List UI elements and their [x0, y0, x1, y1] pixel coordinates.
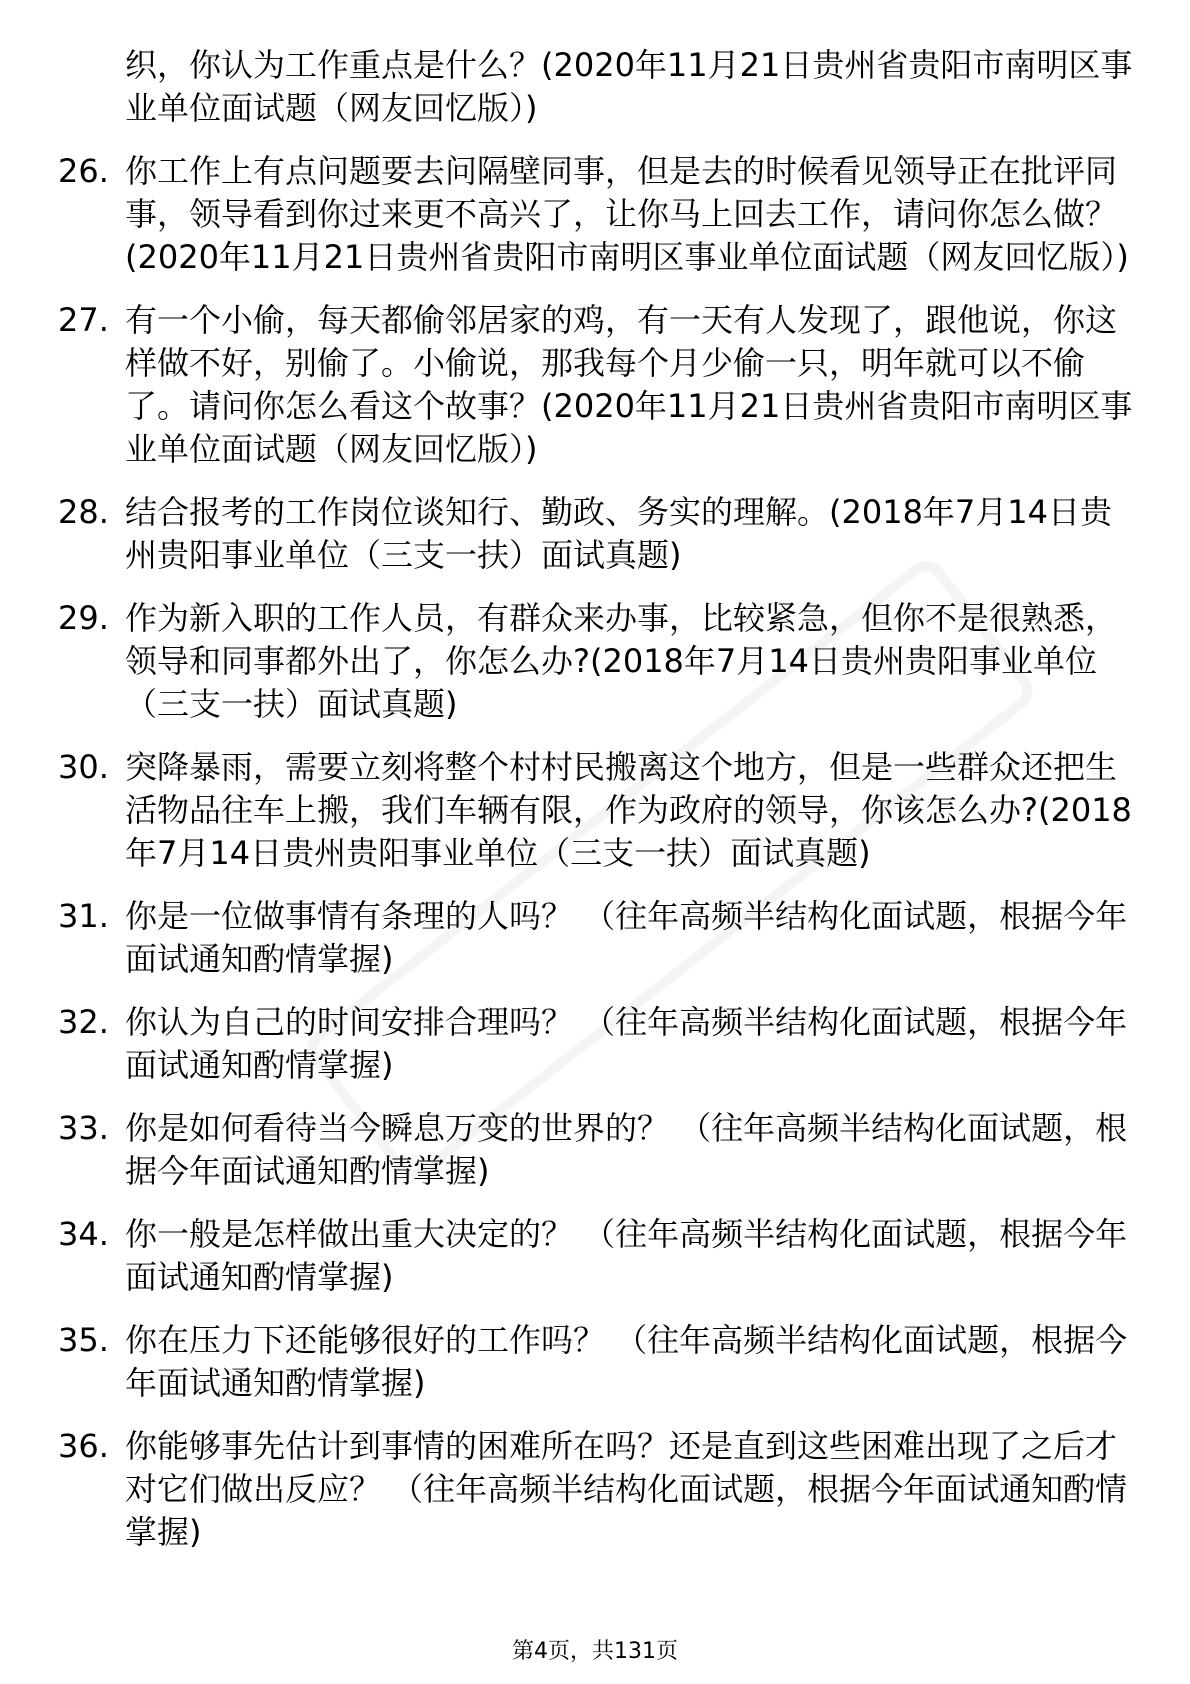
question-number: 26.: [58, 152, 109, 190]
question-number: 27.: [58, 301, 109, 339]
question-item: [58, 1107, 1133, 1193]
question-item: [58, 150, 1133, 279]
question-item: [58, 597, 1133, 726]
question-item: [58, 1213, 1133, 1299]
question-number: 32.: [58, 1003, 109, 1041]
question-number: 35.: [58, 1321, 109, 1359]
question-item: [58, 1319, 1133, 1405]
question-text: 你是如何看待当今瞬息万变的世界的？ （往年高频半结构化面试题，根据今年面试通知酌情掌握): [125, 1109, 1128, 1190]
question-item: [58, 746, 1133, 875]
question-item: [58, 1425, 1133, 1554]
question-number: 36.: [58, 1427, 109, 1465]
question-number: 31.: [58, 897, 109, 935]
question-number: 29.: [58, 599, 109, 637]
question-text: 你在压力下还能够很好的工作吗？ （往年高频半结构化面试题，根据今年面试通知酌情掌握): [125, 1321, 1128, 1402]
question-text: 你能够事先估计到事情的困难所在吗？还是直到这些困难出现了之后才对它们做出反应？ （往年高频半结构化面试题，根据今年面试通知酌情掌握): [125, 1427, 1128, 1551]
question-item: [58, 491, 1133, 577]
continuation-text: 织，你认为工作重点是什么？(2020年11月21日贵州省贵阳市南明区事业单位面试题（网友回忆版）): [125, 46, 1133, 127]
question-item: [58, 895, 1133, 981]
question-item: [58, 1001, 1133, 1087]
question-text: 有一个小偷，每天都偷邻居家的鸡，有一天有人发现了，跟他说，你这样做不好，别偷了。小偷说，那我每个月少偷一只，明年就可以不偷了。请问你怎么看这个故事？(2020年11月21日贵州省贵阳市南明区事业单位面试题（网友回忆版）): [125, 301, 1133, 468]
question-item: [58, 299, 1133, 471]
question-number: 34.: [58, 1215, 109, 1253]
question-text: 结合报考的工作岗位谈知行、勤政、务实的理解。(2018年7月14日贵州贵阳事业单位（三支一扶）面试真题): [125, 493, 1113, 574]
question-number: 28.: [58, 493, 109, 531]
page-footer: 第4页，共131页: [512, 1639, 678, 1664]
question-text: 你一般是怎样做出重大决定的？ （往年高频半结构化面试题，根据今年面试通知酌情掌握): [125, 1215, 1128, 1296]
question-text: 你工作上有点问题要去问隔壁同事，但是去的时候看见领导正在批评同事，领导看到你过来更不高兴了，让你马上回去工作，请问你怎么做？(2020年11月21日贵州省贵阳市南明区事业单位面试题（网友回忆版）): [125, 152, 1129, 276]
question-number: 30.: [58, 748, 109, 786]
question-text: 突降暴雨，需要立刻将整个村村民搬离这个地方，但是一些群众还把生活物品往车上搬，我们车辆有限，作为政府的领导，你该怎么办?(2018年7月14日贵州贵阳事业单位（三支一扶）面试真题): [125, 748, 1132, 872]
question-number: 33.: [58, 1109, 109, 1147]
document-body: [58, 44, 1133, 1574]
question-text: 你是一位做事情有条理的人吗？ （往年高频半结构化面试题，根据今年面试通知酌情掌握): [125, 897, 1128, 978]
question-text: 你认为自己的时间安排合理吗？ （往年高频半结构化面试题，根据今年面试通知酌情掌握): [125, 1003, 1128, 1084]
question-text: 作为新入职的工作人员，有群众来办事，比较紧急，但你不是很熟悉，领导和同事都外出了，你怎么办?(2018年7月14日贵州贵阳事业单位（三支一扶）面试真题): [125, 599, 1118, 723]
